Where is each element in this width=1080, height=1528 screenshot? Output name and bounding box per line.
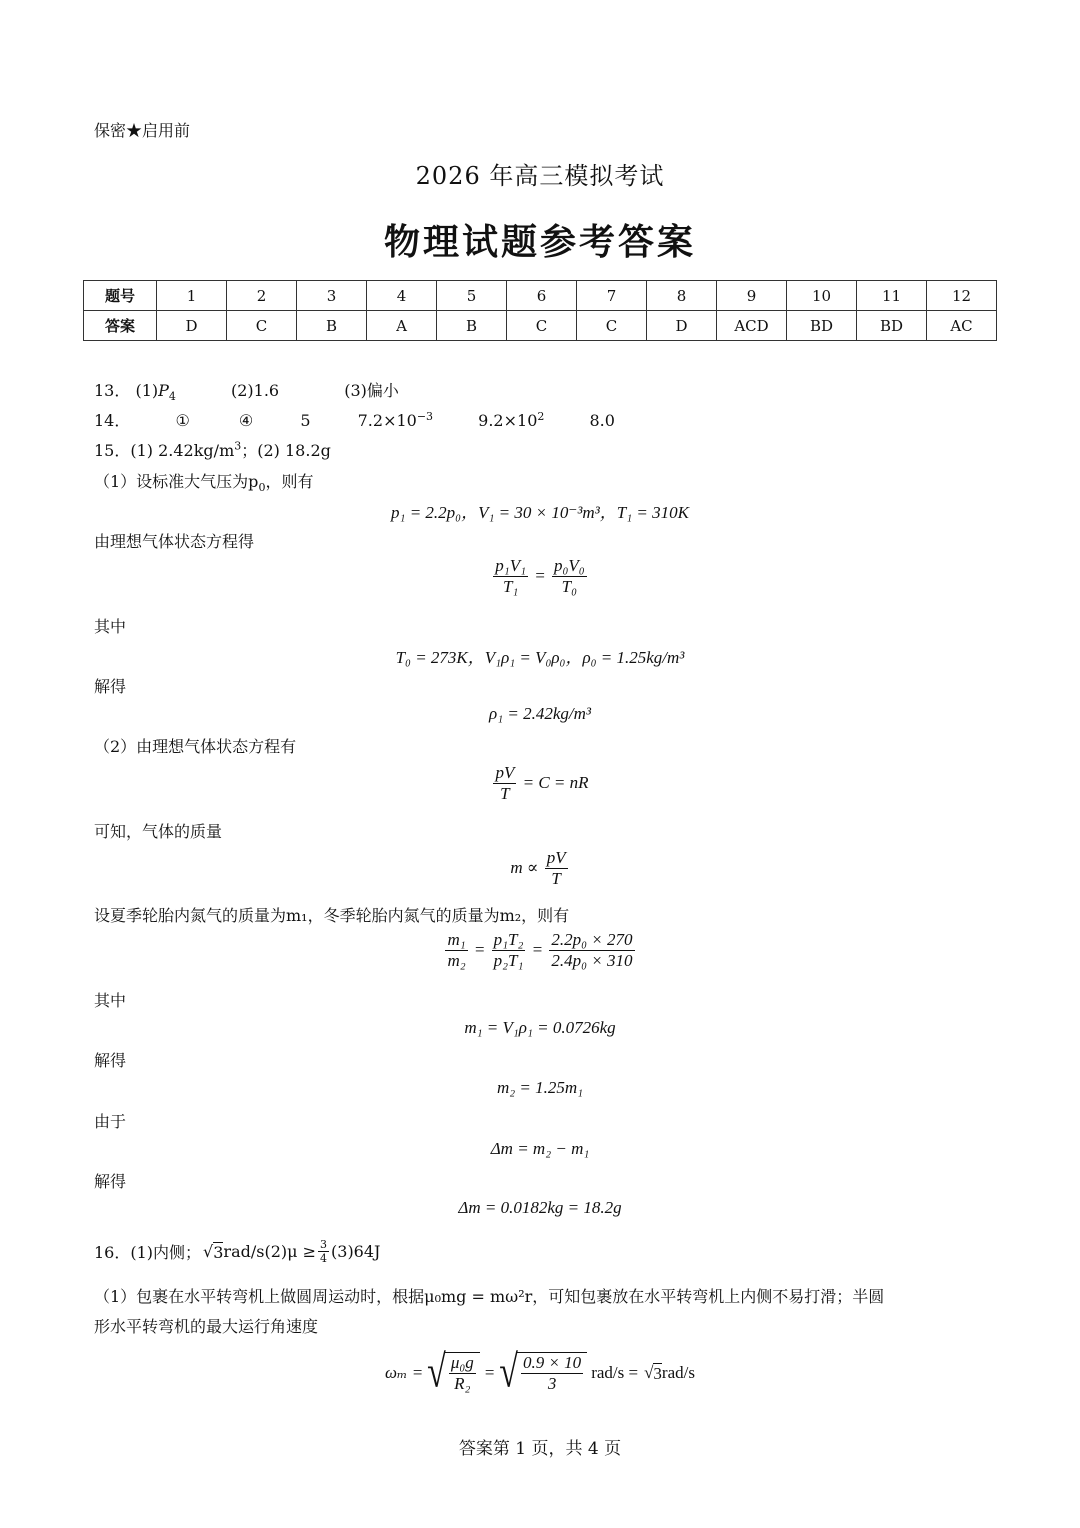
denominator: m₂ bbox=[447, 951, 466, 971]
q13-part1-var: P bbox=[158, 381, 169, 400]
q14-value-4-exp: −3 bbox=[416, 409, 434, 423]
q15-equation-11: Δm = 0.0182kg = 18.2g bbox=[458, 1198, 622, 1217]
q15-line-4: 解得 bbox=[94, 677, 127, 696]
q15-summary-part2: ；(2) 18.2g bbox=[241, 441, 331, 460]
q15-equation-4: ρ₁ = 2.42kg/m³ bbox=[489, 704, 591, 723]
q16-summary-part3: (3)64J bbox=[331, 1242, 381, 1262]
page-title: 物理试题参考答案 bbox=[383, 221, 696, 263]
q16-root-value: 3 bbox=[213, 1242, 224, 1262]
numerator: pV bbox=[493, 763, 516, 784]
fraction bbox=[521, 1353, 583, 1395]
q15-summary-part1: 15．(1) 2.42kg/m bbox=[94, 441, 235, 460]
denominator: T₀ bbox=[561, 577, 578, 597]
table-cell: C bbox=[227, 311, 297, 341]
q16-equation-1: ωₘ = √ $\frac{\text{μ₀g}}{\text{R₂}}$ = √ $\frac{0.9 \times 10}{3}$ rad/s = √ 3 rad/s bbox=[385, 1347, 695, 1398]
table-cell: 5 bbox=[437, 281, 507, 311]
denominator: 4 bbox=[320, 1252, 328, 1266]
q14-number: 14． bbox=[94, 411, 131, 430]
denominator: R₂ bbox=[454, 1374, 471, 1394]
table-cell: 3 bbox=[297, 281, 367, 311]
q13-part1-sub: 4 bbox=[168, 390, 176, 404]
denominator: T₁ bbox=[502, 577, 519, 597]
q16-summary-part2: rad/s(2)μ ≥ bbox=[223, 1242, 317, 1262]
numerator: p₁T₂ bbox=[492, 930, 526, 951]
numerator: 3 bbox=[320, 1238, 328, 1251]
q15-line-2: 由理想气体状态方程得 bbox=[94, 532, 255, 551]
q14-value-5: 9.2×10 bbox=[478, 411, 538, 430]
fraction bbox=[445, 930, 467, 972]
numerator: p₁V₁ bbox=[493, 556, 528, 577]
q15-line-10: 由于 bbox=[94, 1112, 127, 1131]
q15-line-6: 可知，气体的质量 bbox=[94, 822, 223, 841]
q15-equation-9: m₂ = 1.25m₁ bbox=[496, 1078, 584, 1097]
q14-value-5-exp: 2 bbox=[537, 409, 545, 423]
table-cell: 11 bbox=[857, 281, 927, 311]
table-cell: D bbox=[647, 311, 717, 341]
table-cell: B bbox=[437, 311, 507, 341]
sqrt: √ $\frac{\text{μ₀g}}{\text{R₂}}$ bbox=[427, 1352, 480, 1395]
fraction bbox=[493, 556, 528, 598]
q13-answer bbox=[94, 378, 399, 403]
exam-name: 2026 年高三模拟考试 bbox=[415, 162, 665, 190]
q15-answer-summary bbox=[94, 438, 331, 461]
equation-left: m ∝ bbox=[510, 857, 539, 877]
q15-equation-6 bbox=[0, 848, 1080, 890]
q15-line-9: 解得 bbox=[94, 1051, 127, 1070]
q15-equation-7: $\frac{\text{m₁}}{\text{m₂}}$ = $\frac{\text{p₁T₂}}{\text{p₂T₁}}$ = $\frac{\text{2.2p₀ × 270}}{\text{2.4p₀ × 310}}$ bbox=[447, 930, 633, 971]
fraction bbox=[545, 848, 568, 890]
q14-value-3: 5 bbox=[300, 411, 311, 430]
table-cell: 1 bbox=[157, 281, 227, 311]
q16-answer-summary: 16．(1)内侧； √ 3 rad/s(2)μ ≥ $\frac{3}{4}$ (3)64J bbox=[94, 1238, 381, 1266]
q15-equation-10: Δm = m₂ − m₁ bbox=[490, 1139, 590, 1158]
numerator: m₁ bbox=[445, 930, 467, 951]
unit: rad/s bbox=[661, 1363, 695, 1383]
page-footer: 答案第 1 页，共 4 页 bbox=[458, 1439, 622, 1459]
q15-line-5: （2）由理想气体状态方程有 bbox=[94, 737, 297, 756]
fraction bbox=[552, 556, 587, 598]
q16-line-1: （1）包裹在水平转弯机上做圆周运动时，根据μ₀mg = mω²r，可知包裹放在水平转弯机上内侧不易打滑；半圆 bbox=[94, 1287, 885, 1306]
q16-summary-part1: 16．(1)内侧； bbox=[94, 1243, 202, 1263]
numerator: μ₀g bbox=[449, 1353, 476, 1374]
sqrt: √ $\frac{0.9 \times 10}{3}$ bbox=[499, 1352, 587, 1395]
table-cell: D bbox=[157, 311, 227, 341]
table-cell: BD bbox=[857, 311, 927, 341]
q15-equation-8: m₁ = V₁ρ₁ = 0.0726kg bbox=[464, 1018, 616, 1037]
q14-answer bbox=[94, 408, 615, 431]
q14-value-1: ① bbox=[175, 411, 190, 430]
table-cell: BD bbox=[787, 311, 857, 341]
table-cell: A bbox=[367, 311, 437, 341]
table-cell: 10 bbox=[787, 281, 857, 311]
table-cell: 4 bbox=[367, 281, 437, 311]
table-cell: 7 bbox=[577, 281, 647, 311]
table-cell: B bbox=[297, 311, 367, 341]
q15-line-1-sub: 0 bbox=[258, 481, 266, 495]
answer-table-number-row bbox=[84, 281, 997, 311]
table-cell: AC bbox=[927, 311, 997, 341]
fraction bbox=[549, 930, 634, 972]
q14-value-6: 8.0 bbox=[589, 411, 615, 430]
unit: rad/s = bbox=[591, 1363, 639, 1383]
q15-line-1-end: ，则有 bbox=[265, 472, 314, 491]
answer-table-answer-row bbox=[84, 311, 997, 341]
numerator: p₀V₀ bbox=[552, 556, 587, 577]
table-cell: 9 bbox=[717, 281, 787, 311]
q15-equation-5 bbox=[0, 763, 1080, 805]
q13-number: 13． bbox=[94, 381, 131, 400]
q15-line-1-text: （1）设标准大气压为p bbox=[94, 472, 259, 491]
table-cell: 12 bbox=[927, 281, 997, 311]
q15-equation-1: p₁ = 2.2p₀，V₁ = 30 × 10⁻³m³，T₁ = 310K bbox=[391, 503, 689, 522]
q15-equation-3: T₀ = 273K，V₁ρ₁ = V₀ρ₀，ρ₀ = 1.25kg/m³ bbox=[395, 648, 685, 667]
denominator: 3 bbox=[547, 1374, 557, 1394]
table-cell: 6 bbox=[507, 281, 577, 311]
question-number-label: 题号 bbox=[84, 281, 157, 311]
table-cell: C bbox=[577, 311, 647, 341]
fraction bbox=[449, 1353, 476, 1395]
denominator: T bbox=[551, 869, 561, 889]
q14-value-4: 7.2×10 bbox=[357, 411, 417, 430]
table-cell: ACD bbox=[717, 311, 787, 341]
q14-value-2: ④ bbox=[238, 411, 254, 430]
root-value: 3 bbox=[653, 1363, 662, 1383]
fraction bbox=[318, 1238, 329, 1265]
fraction bbox=[492, 930, 526, 972]
numerator: pV bbox=[545, 848, 568, 869]
numerator: 2.2p₀ × 270 bbox=[549, 930, 634, 951]
q15-line-7: 设夏季轮胎内氮气的质量为m₁，冬季轮胎内氮气的质量为m₂，则有 bbox=[94, 906, 570, 925]
q15-summary-exp: 3 bbox=[234, 439, 242, 453]
q15-equation-2: $\frac{\text{p₁V₁}}{\text{T₁}}$ = $\frac{\text{p₀V₀}}{\text{T₀}}$ bbox=[495, 556, 585, 597]
denominator: T bbox=[500, 784, 510, 804]
q16-line-2: 形水平转弯机的最大运行角速度 bbox=[94, 1317, 319, 1336]
denominator: 2.4p₀ × 310 bbox=[551, 951, 633, 971]
numerator: 0.9 × 10 bbox=[521, 1353, 583, 1374]
confidential-mark: 保密★启用前 bbox=[94, 121, 191, 140]
answer-label: 答案 bbox=[84, 311, 157, 341]
q13-part1-label: (1) bbox=[135, 381, 159, 400]
table-cell: 8 bbox=[647, 281, 717, 311]
answer-table bbox=[83, 280, 997, 341]
q13-part3: (3)偏小 bbox=[344, 381, 399, 400]
table-cell: 2 bbox=[227, 281, 297, 311]
denominator: p₂T₁ bbox=[493, 951, 524, 971]
q15-line-3: 其中 bbox=[94, 617, 127, 636]
q13-part2: (2)1.6 bbox=[231, 381, 280, 400]
equation-left: ωₘ = bbox=[385, 1363, 424, 1383]
q15-line-8: 其中 bbox=[94, 991, 127, 1010]
q15-line-1 bbox=[94, 469, 313, 494]
fraction bbox=[493, 763, 516, 805]
q15-line-11: 解得 bbox=[94, 1172, 127, 1191]
equation-rest: = C = nR bbox=[522, 772, 589, 792]
table-cell: C bbox=[507, 311, 577, 341]
